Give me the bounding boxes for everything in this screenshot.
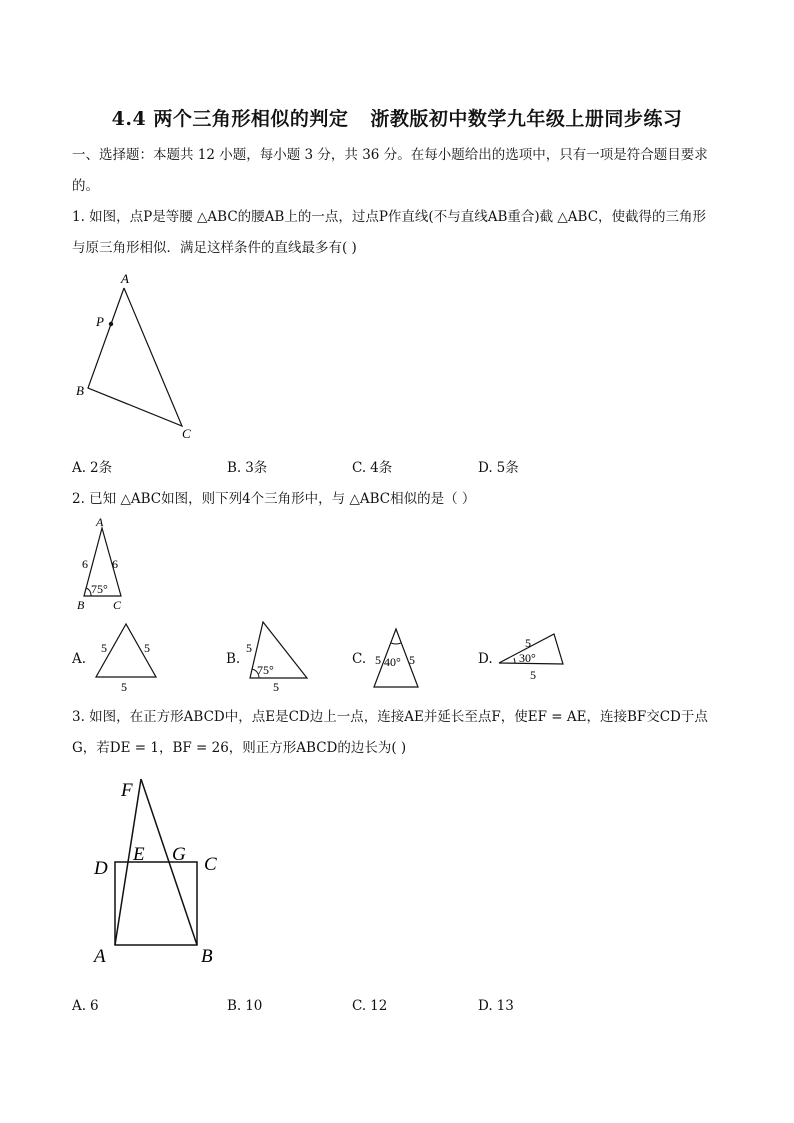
q3-label-c: C bbox=[204, 854, 217, 875]
q2-option-b-figure bbox=[246, 622, 307, 694]
q2-figure bbox=[77, 515, 122, 612]
q2-option-a-figure bbox=[96, 624, 156, 694]
q3-figure bbox=[92, 779, 217, 967]
q1-option-a: A. 2条 bbox=[72, 460, 113, 476]
q2-angle-label: 75° bbox=[91, 582, 108, 596]
q2-d-angle: 30° bbox=[519, 651, 536, 665]
q2-side-right: 6 bbox=[112, 557, 118, 571]
q3-label-b: B bbox=[201, 946, 213, 967]
q1-text-line2: 与原三角形相似．满足这样条件的直线最多有( ) bbox=[72, 240, 357, 256]
q2-a-side2: 5 bbox=[144, 641, 150, 655]
q2-b-angle: 75° bbox=[257, 663, 274, 677]
q2-option-b-letter: B. bbox=[226, 651, 241, 667]
q1-label-p: P bbox=[96, 314, 104, 329]
q3-option-c: C. 12 bbox=[352, 998, 388, 1014]
q3-label-a: A bbox=[94, 946, 106, 967]
q2-option-d-figure bbox=[499, 634, 563, 682]
q1-point-p bbox=[109, 322, 113, 326]
q1-figure bbox=[76, 271, 191, 441]
q2-option-c-figure bbox=[374, 629, 418, 687]
title-part1: 4.4 两个三角形相似的判定 bbox=[111, 108, 349, 130]
q1-label-a: A bbox=[121, 271, 129, 286]
q2-label-c: C bbox=[113, 598, 122, 612]
q2-label-b: B bbox=[77, 598, 85, 612]
q3-option-b: B. 10 bbox=[227, 998, 263, 1014]
q1-label-c: C bbox=[182, 426, 191, 441]
q2-d-side3: 5 bbox=[530, 668, 536, 682]
q1-text-line1: 1. 如图，点P是等腰 △ABC的腰AB上的一点，过点P作直线(不与直线AB重合)截 △ABC，使截得的三角形 bbox=[72, 209, 707, 225]
q2-c-angle: 40° bbox=[384, 655, 401, 669]
q2-c-side1: 5 bbox=[375, 653, 381, 667]
q2-c-side2: 5 bbox=[409, 653, 415, 667]
q2-b-side3: 5 bbox=[273, 680, 279, 694]
q3-label-d: D bbox=[94, 858, 108, 879]
q3-label-g: G bbox=[172, 844, 186, 865]
q2-label-a: A bbox=[96, 515, 104, 529]
q2-option-c-letter: C. bbox=[352, 651, 367, 667]
section-heading-line2: 的。 bbox=[72, 178, 99, 194]
title-part2: 浙教版初中数学九年级上册同步练习 bbox=[370, 108, 683, 130]
q2-c-angle-arc bbox=[391, 643, 401, 644]
q2-b-side1: 5 bbox=[246, 641, 252, 655]
section-heading-line1: 一、选择题：本题共 12 小题，每小题 3 分，共 36 分。在每小题给出的选项中，只有一项是符合题目要求 bbox=[72, 147, 708, 163]
q1-option-c: C. 4条 bbox=[352, 460, 393, 476]
q2-option-d-letter: D. bbox=[478, 651, 493, 667]
q3-text-line1: 3. 如图，在正方形ABCD中，点E是CD边上一点，连接AE并延长至点F，使EF = AE，连接BF交CD于点 bbox=[72, 709, 708, 725]
q3-square bbox=[115, 862, 197, 945]
q2-d-side1: 5 bbox=[525, 636, 531, 650]
q1-option-b: B. 3条 bbox=[227, 460, 268, 476]
q2-a-side1: 5 bbox=[101, 641, 107, 655]
q2-a-side3: 5 bbox=[121, 680, 127, 694]
q1-option-d: D. 5条 bbox=[478, 460, 519, 476]
q3-label-e: E bbox=[133, 844, 145, 865]
q2-option-a-letter: A. bbox=[72, 651, 87, 667]
q2-text-line1: 2. 已知 △ABC如图，则下列4个三角形中，与 △ABC相似的是（ ） bbox=[72, 491, 476, 507]
q3-option-a: A. 6 bbox=[72, 998, 99, 1014]
q1-triangle bbox=[88, 288, 182, 426]
q2-d-angle-arc bbox=[514, 658, 515, 663]
q3-option-d: D. 13 bbox=[478, 998, 514, 1014]
q3-text-line2: G，若DE = 1，BF = 26，则正方形ABCD的边长为( ) bbox=[72, 740, 407, 756]
q2-side-left: 6 bbox=[82, 557, 88, 571]
q1-label-b: B bbox=[76, 383, 84, 398]
q3-label-f: F bbox=[121, 780, 133, 801]
